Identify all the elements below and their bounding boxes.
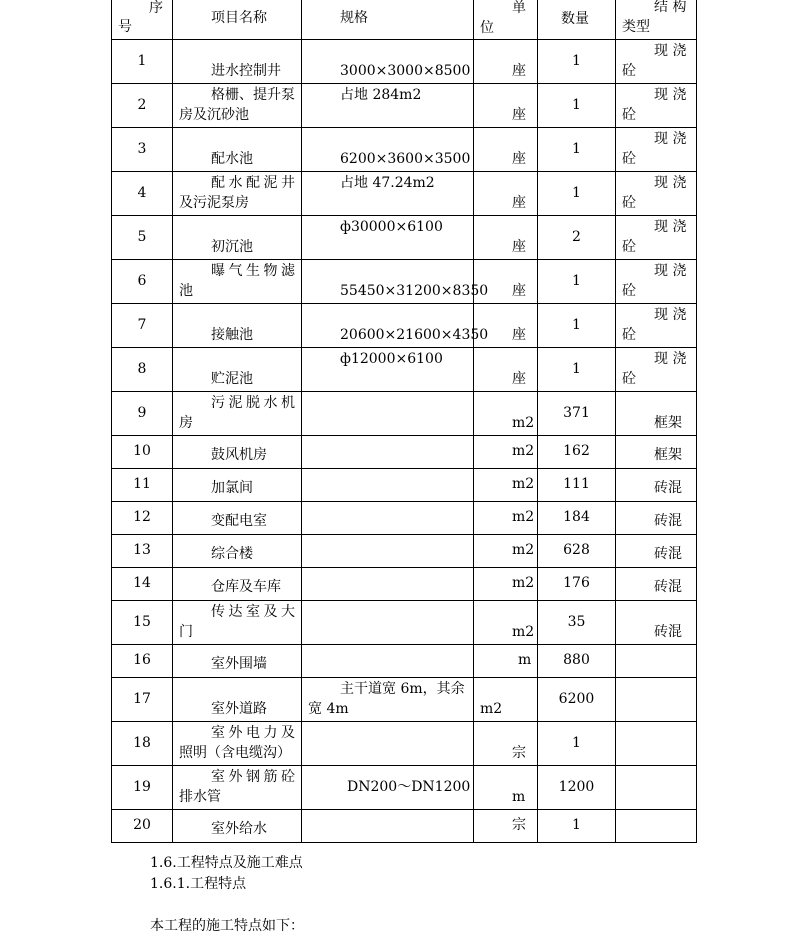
- table-row: [112, 645, 697, 678]
- cell-seq: [112, 766, 173, 810]
- cell-structure: [616, 601, 697, 645]
- row-number: 12: [133, 509, 151, 525]
- table-row: [112, 436, 697, 469]
- unit-value: m: [512, 789, 526, 805]
- structure-value: 砖混: [654, 546, 682, 562]
- item-name: 综合楼: [211, 546, 253, 562]
- item-name-line2: 房及沉砂池: [179, 107, 249, 123]
- quantity-value: 371: [563, 405, 590, 421]
- cell-seq: [112, 348, 173, 392]
- cell-spec: [302, 645, 474, 678]
- cell-unit: [474, 645, 538, 678]
- unit-value: m2: [512, 476, 535, 492]
- cell-name: [173, 84, 302, 128]
- cell-structure: [616, 260, 697, 304]
- cell-qty: [538, 260, 616, 304]
- spec-value: ф30000×6100: [340, 219, 443, 235]
- cell-structure: [616, 645, 697, 678]
- row-number: 17: [133, 691, 151, 707]
- cell-unit: [474, 348, 538, 392]
- quantity-value: 1200: [558, 779, 595, 795]
- unit-value: 座: [512, 239, 526, 255]
- table-row: [112, 216, 697, 260]
- cell-seq: [112, 40, 173, 84]
- cell-name: [173, 392, 302, 436]
- cell-name: [173, 40, 302, 84]
- item-name: 室外围墙: [211, 656, 267, 672]
- cell-structure: [616, 304, 697, 348]
- cell-structure: [616, 766, 697, 810]
- quantity-value: 1: [572, 141, 581, 157]
- spec-value: DN200～DN1200: [347, 779, 471, 795]
- cell-qty: [538, 216, 616, 260]
- cell-qty: [538, 810, 616, 843]
- spec-value: ф12000×6100: [340, 351, 443, 367]
- spec-value: 55450×31200×8350: [340, 283, 489, 299]
- table-row: [112, 810, 697, 843]
- cell-name: [173, 128, 302, 172]
- item-name: 室外给水: [211, 821, 267, 837]
- item-name-line2: 门: [179, 624, 193, 640]
- structure-line1: 现 浇: [654, 263, 687, 279]
- cell-spec: [302, 348, 474, 392]
- row-number: 11: [133, 476, 151, 492]
- structure-value: 框架: [654, 415, 682, 431]
- quantity-value: 162: [563, 443, 590, 459]
- unit-value: m: [518, 652, 532, 668]
- cell-qty: [538, 304, 616, 348]
- quantity-value: 1: [572, 317, 581, 333]
- quantity-value: 184: [563, 509, 590, 525]
- unit-value: m2: [512, 509, 535, 525]
- structure-line1: 现 浇: [654, 175, 687, 191]
- table-row: [112, 304, 697, 348]
- cell-spec: [302, 436, 474, 469]
- structure-line1: 现 浇: [654, 87, 687, 103]
- cell-name: [173, 172, 302, 216]
- header-name: 项目名称: [173, 0, 302, 40]
- cell-seq: [112, 722, 173, 766]
- quantity-value: 35: [567, 614, 586, 630]
- row-number: 8: [137, 361, 147, 377]
- item-name-line1: 室外电力及: [211, 725, 295, 741]
- cell-qty: [538, 601, 616, 645]
- quantity-value: 1: [572, 361, 581, 377]
- cell-name: [173, 436, 302, 469]
- cell-structure: [616, 436, 697, 469]
- cell-qty: [538, 84, 616, 128]
- cell-qty: [538, 40, 616, 84]
- cell-name: [173, 568, 302, 601]
- cell-seq: [112, 304, 173, 348]
- table-row: [112, 678, 697, 722]
- table-row: [112, 722, 697, 766]
- cell-unit: [474, 469, 538, 502]
- structure-line1: 现 浇: [654, 219, 687, 235]
- cell-qty: [538, 348, 616, 392]
- table-row: [112, 40, 697, 84]
- quantity-value: 628: [563, 542, 590, 558]
- cell-name: [173, 502, 302, 535]
- item-name-line1: 传达室及大: [211, 604, 295, 620]
- unit-value: 座: [512, 63, 526, 79]
- unit-value: m2: [512, 443, 535, 459]
- table-row: [112, 469, 697, 502]
- cell-qty: [538, 469, 616, 502]
- table-row: [112, 84, 697, 128]
- table-row: [112, 601, 697, 645]
- structure-value: 砼: [622, 239, 636, 255]
- cell-spec: [302, 304, 489, 348]
- quantity-value: 1: [572, 53, 581, 69]
- cell-name: [173, 535, 302, 568]
- table-header-row: [112, 0, 697, 40]
- item-name: 进水控制井: [211, 63, 281, 79]
- intro-paragraph: 本工程的施工特点如下：: [150, 918, 304, 934]
- spec-line1: 主干道宽 6m，其余: [340, 681, 465, 697]
- row-number: 9: [137, 405, 147, 421]
- cell-structure: [616, 502, 697, 535]
- cell-structure: [616, 535, 697, 568]
- cell-qty: [538, 172, 616, 216]
- cell-spec: [302, 469, 474, 502]
- quantity-value: 176: [563, 575, 590, 591]
- cell-seq: [112, 568, 173, 601]
- item-name: 配水池: [211, 151, 253, 167]
- section-heading: 1.6.工程特点及施工难点: [150, 855, 303, 871]
- cell-seq: [112, 810, 173, 843]
- cell-unit: [474, 216, 538, 260]
- structure-value: 砖混: [654, 624, 682, 640]
- item-name: 初沉池: [211, 239, 253, 255]
- cell-name: [173, 645, 302, 678]
- cell-spec: [302, 678, 474, 722]
- unit-value: m2: [480, 701, 503, 717]
- row-number: 15: [133, 614, 151, 630]
- cell-spec: [302, 84, 474, 128]
- structure-value: 砖混: [654, 513, 682, 529]
- header-seq: 序 号: [112, 0, 173, 40]
- cell-spec: [302, 216, 474, 260]
- cell-qty: [538, 535, 616, 568]
- cell-spec: [302, 128, 474, 172]
- cell-unit: [474, 40, 538, 84]
- structure-value: 砖混: [654, 579, 682, 595]
- structure-value: 砼: [622, 195, 636, 211]
- cell-unit: [474, 810, 538, 843]
- cell-seq: [112, 645, 173, 678]
- cell-unit: [474, 766, 538, 810]
- cell-spec: [302, 722, 474, 766]
- row-number: 16: [133, 652, 151, 668]
- item-name-line1: 曝气生物滤: [211, 263, 295, 279]
- structure-line1: 现 浇: [654, 131, 687, 147]
- row-number: 5: [137, 229, 147, 245]
- cell-name: [173, 348, 302, 392]
- cell-structure: [616, 469, 697, 502]
- cell-seq: [112, 601, 173, 645]
- quantity-value: 1: [572, 817, 581, 833]
- item-name-line1: 配水配泥井: [211, 175, 295, 191]
- table-row: [112, 260, 697, 304]
- cell-qty: [538, 436, 616, 469]
- cell-spec: [302, 568, 474, 601]
- cell-structure: [616, 128, 697, 172]
- row-number: 3: [137, 141, 147, 157]
- cell-seq: [112, 678, 173, 722]
- cell-seq: [112, 436, 173, 469]
- cell-name: [173, 722, 302, 766]
- unit-value: 座: [512, 151, 526, 167]
- unit-value: 座: [512, 195, 526, 211]
- unit-value: m2: [512, 415, 535, 431]
- cell-unit: [474, 392, 538, 436]
- item-name-line2: 房: [179, 415, 193, 431]
- cell-spec: [302, 260, 489, 304]
- cell-unit: [474, 260, 538, 304]
- cell-name: [173, 766, 302, 810]
- cell-spec: [302, 766, 474, 810]
- item-name: 仓库及车库: [211, 579, 281, 595]
- quantity-value: 1: [572, 735, 581, 751]
- cell-seq: [112, 172, 173, 216]
- structure-value: 砼: [622, 107, 636, 123]
- unit-value: 座: [512, 327, 526, 343]
- unit-value: 宗: [512, 745, 526, 761]
- header-qty: 数量: [538, 0, 616, 40]
- cell-unit: [474, 304, 538, 348]
- spec-value: 3000×3000×8500: [340, 63, 471, 79]
- cell-structure: [616, 568, 697, 601]
- item-name: 接触池: [211, 327, 253, 343]
- cell-qty: [538, 392, 616, 436]
- row-number: 14: [133, 575, 151, 591]
- cell-structure: [616, 392, 697, 436]
- quantity-value: 1: [572, 185, 581, 201]
- cell-seq: [112, 128, 173, 172]
- table-row: [112, 348, 697, 392]
- cell-structure: [616, 84, 697, 128]
- item-name: 室外道路: [211, 701, 267, 717]
- structure-value: 砼: [622, 371, 636, 387]
- unit-value: 座: [512, 371, 526, 387]
- row-number: 13: [133, 542, 151, 558]
- item-name-line2: 照明（含电缆沟）: [179, 745, 291, 761]
- cell-seq: [112, 535, 173, 568]
- structure-value: 砼: [622, 283, 636, 299]
- cell-qty: [538, 568, 616, 601]
- unit-value: 座: [512, 107, 526, 123]
- cell-qty: [538, 766, 616, 810]
- cell-unit: [474, 502, 538, 535]
- structure-line1: 现 浇: [654, 307, 687, 323]
- row-number: 20: [133, 817, 151, 833]
- cell-qty: [538, 128, 616, 172]
- item-name-line2: 排水管: [179, 789, 221, 805]
- cell-unit: [474, 722, 538, 766]
- structure-line1: 现 浇: [654, 351, 687, 367]
- structure-value: 框架: [654, 447, 682, 463]
- row-number: 18: [133, 735, 151, 751]
- item-name-line1: 室外钢筋砼: [211, 769, 295, 785]
- row-number: 6: [137, 273, 147, 289]
- cell-name: [173, 304, 302, 348]
- table-row: [112, 568, 697, 601]
- cell-unit: [474, 172, 538, 216]
- item-name-line2: 及污泥泵房: [179, 195, 249, 211]
- table-row: [112, 128, 697, 172]
- row-number: 7: [137, 317, 147, 333]
- cell-structure: [616, 216, 697, 260]
- structure-value: 砼: [622, 327, 636, 343]
- cell-unit: [474, 601, 538, 645]
- cell-qty: [538, 722, 616, 766]
- item-name: 贮泥池: [211, 371, 253, 387]
- structure-value: 砼: [622, 63, 636, 79]
- cell-seq: [112, 469, 173, 502]
- table-row: [112, 766, 697, 810]
- table-row: [112, 535, 697, 568]
- header-structure: 结 构 类型: [616, 0, 697, 40]
- item-name: 鼓风机房: [211, 447, 267, 463]
- project-table: [111, 0, 697, 843]
- cell-seq: [112, 84, 173, 128]
- cell-spec: [302, 172, 474, 216]
- cell-structure: [616, 810, 697, 843]
- row-number: 4: [137, 185, 147, 201]
- cell-spec: [302, 601, 474, 645]
- unit-value: 座: [512, 283, 526, 299]
- cell-unit: [474, 436, 538, 469]
- item-name: 变配电室: [211, 513, 267, 529]
- unit-value: 宗: [512, 817, 526, 833]
- cell-structure: [616, 40, 697, 84]
- unit-value: m2: [512, 575, 535, 591]
- cell-name: [173, 678, 302, 722]
- cell-spec: [302, 40, 474, 84]
- spec-value: 20600×21600×4350: [340, 327, 489, 343]
- structure-value: 砼: [622, 151, 636, 167]
- unit-value: m2: [512, 624, 535, 640]
- row-number: 1: [137, 53, 147, 69]
- item-name-line2: 池: [179, 283, 193, 299]
- subsection-heading: 1.6.1.工程特点: [150, 876, 247, 892]
- cell-spec: [302, 810, 474, 843]
- cell-name: [173, 601, 302, 645]
- cell-unit: [474, 678, 538, 722]
- table-row: [112, 392, 697, 436]
- cell-spec: [302, 535, 474, 568]
- item-name-line1: 格栅、提升泵: [211, 87, 295, 103]
- spec-value: 占地 284m2: [340, 87, 422, 103]
- quantity-value: 6200: [558, 691, 595, 707]
- cell-name: [173, 469, 302, 502]
- quantity-value: 2: [572, 229, 581, 245]
- structure-value: 砖混: [654, 480, 682, 496]
- cell-unit: [474, 128, 538, 172]
- cell-qty: [538, 502, 616, 535]
- spec-line2: 宽 4m: [308, 701, 349, 717]
- cell-spec: [302, 392, 474, 436]
- cell-unit: [474, 568, 538, 601]
- cell-name: [173, 810, 302, 843]
- unit-value: m2: [512, 542, 535, 558]
- structure-line1: 现 浇: [654, 43, 687, 59]
- quantity-value: 111: [563, 476, 590, 492]
- cell-name: [173, 216, 302, 260]
- row-number: 2: [137, 97, 147, 113]
- quantity-value: 1: [572, 273, 581, 289]
- cell-seq: [112, 392, 173, 436]
- cell-qty: [538, 678, 616, 722]
- cell-unit: [474, 535, 538, 568]
- table-row: [112, 172, 697, 216]
- quantity-value: 880: [563, 652, 590, 668]
- header-spec: 规格: [302, 0, 474, 40]
- cell-structure: [616, 172, 697, 216]
- row-number: 19: [133, 779, 151, 795]
- cell-seq: [112, 260, 173, 304]
- header-unit: 单 位: [474, 0, 538, 40]
- cell-structure: [616, 348, 697, 392]
- spec-value: 占地 47.24m2: [340, 175, 435, 191]
- row-number: 10: [133, 443, 151, 459]
- quantity-value: 1: [572, 97, 581, 113]
- spec-value: 6200×3600×3500: [340, 151, 471, 167]
- cell-seq: [112, 216, 173, 260]
- item-name: 加氯间: [211, 480, 253, 496]
- cell-name: [173, 260, 302, 304]
- cell-unit: [474, 84, 538, 128]
- table-row: [112, 502, 697, 535]
- cell-structure: [616, 722, 697, 766]
- cell-seq: [112, 502, 173, 535]
- cell-qty: [538, 645, 616, 678]
- cell-structure: [616, 678, 697, 722]
- item-name-line1: 污泥脱水机: [211, 395, 295, 411]
- cell-spec: [302, 502, 474, 535]
